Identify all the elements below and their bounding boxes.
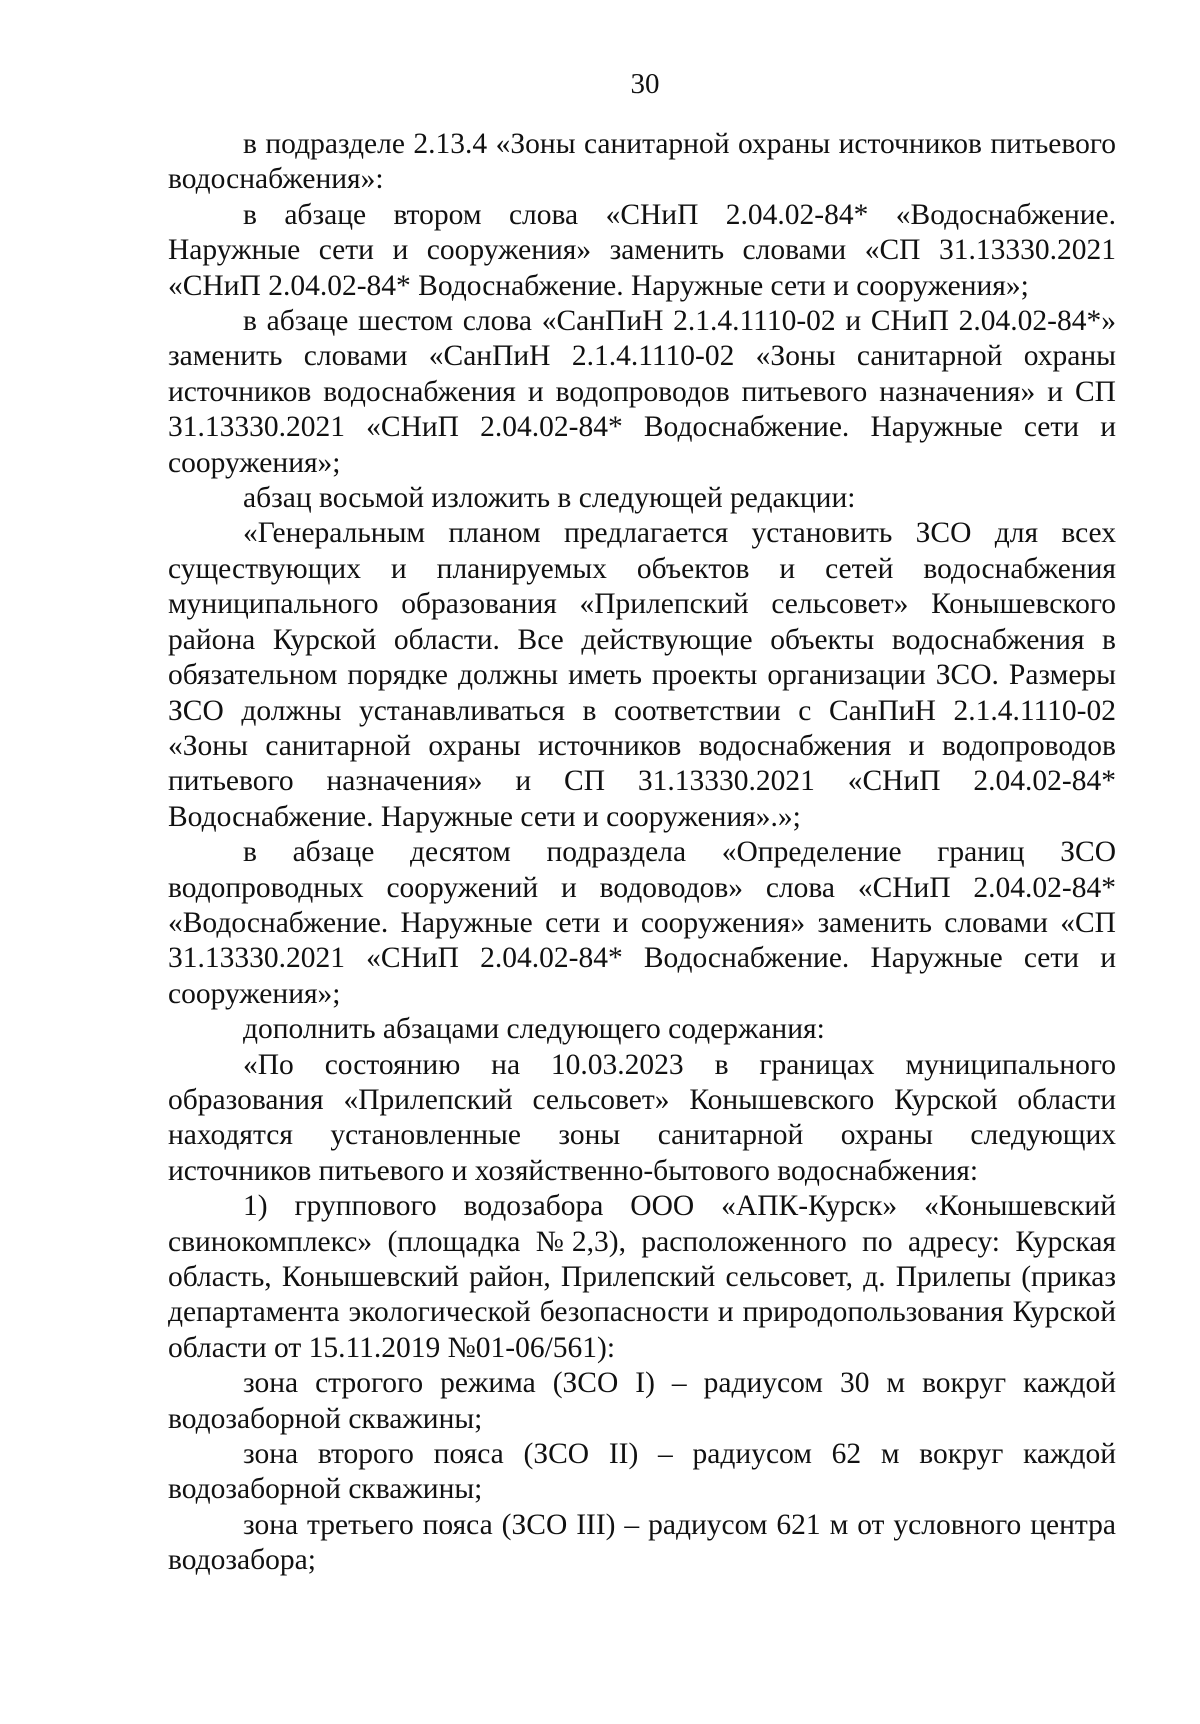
paragraph-eighth-abzac-text: «Генеральным планом предлагается установить ЗСО для всех существующих и планируемых объектов и сетей водоснабжения муниципального образования «Прилепский сельсовет» Конышевского района Курской области. Все действующие объекты водоснабжения в обязательном порядке должны иметь проекты организации ЗСО. Размеры ЗСО должны устанавливаться в соответствии с СанПиН 2.1.4.1110-02 «Зоны санитарной охраны источников водоснабжения и водопроводов питьевого назначения» и СП 31.13330.2021 «СНиП 2.04.02-84* Водоснабжение. Наружные сети и сооружения».»; — [168, 517, 1116, 833]
paragraph-zone-third: зона третьего пояса (ЗСО III) – радиусом 621 м от условного центра водозабора; — [168, 1508, 1116, 1577]
paragraph-subsection-intro: в подразделе 2.13.4 «Зоны санитарной охраны источников питьевого водоснабжения»: — [168, 128, 1116, 196]
paragraph-supplement-text: «По состоянию на 10.03.2023 в границах муниципального образования «Прилепский сельсовет» Конышевского Курской области находятся установленные зоны санитарной охраны следующих источников питьевого и хозяйственно-бытового водоснабжения: — [168, 1048, 1116, 1187]
paragraph-sixth-abzac: в абзаце шестом слова «СанПиН 2.1.4.1110-02 и СНиП 2.04.02-84*» заменить словами «СанПиН 2.1.4.1110-02 «Зоны санитарной охраны источников водоснабжения и водопроводов питьевого назначения» и СП 31.13330.2021 «СНиП 2.04.02-84* Водоснабжение. Наружные сети и сооружения»; — [168, 305, 1116, 479]
list-item-water-intake: 1) группового водозабора ООО «АПК-Курск» «Конышевский свинокомплекс» (площадка №2,3), расположенного по адресу: Курская область, Конышевский район, Прилепский сельсовет, д. Прилепы (приказ департамента экологической безопасности и природопользования Курской области от 15.11.2019 №01-06/561): — [168, 1190, 1116, 1364]
paragraph-supplement-intro: дополнить абзацами следующего содержания: — [243, 1013, 825, 1046]
paragraph-zone-strict: зона строгого режима (ЗСО I) – радиусом 30 м вокруг каждой водозаборной скважины; — [168, 1367, 1116, 1435]
paragraph-eighth-abzac-intro: абзац восьмой изложить в следующей редакции: — [243, 482, 856, 515]
paragraph-tenth-abzac: в абзаце десятом подраздела «Определение границ ЗСО водопроводных сооружений и водоводов» слова «СНиП 2.04.02-84* «Водоснабжение. Наружные сети и сооружения» заменить словами «СП 31.13330.2021 «СНиП 2.04.02-84* Водоснабжение. Наружные сети и сооружения»; — [168, 836, 1116, 1010]
page-number: 30 — [630, 68, 660, 100]
document-body — [168, 127, 1116, 1579]
paragraph-zone-second: зона второго пояса (ЗСО II) – радиусом 62 м вокруг каждой водозаборной скважины; — [168, 1438, 1116, 1506]
paragraph-second-abzac: в абзаце втором слова «СНиП 2.04.02-84* «Водоснабжение. Наружные сети и сооружения» заменить словами «СП 31.13330.2021 «СНиП 2.04.02-84* Водоснабжение. Наружные сети и сооружения»; — [168, 198, 1116, 302]
